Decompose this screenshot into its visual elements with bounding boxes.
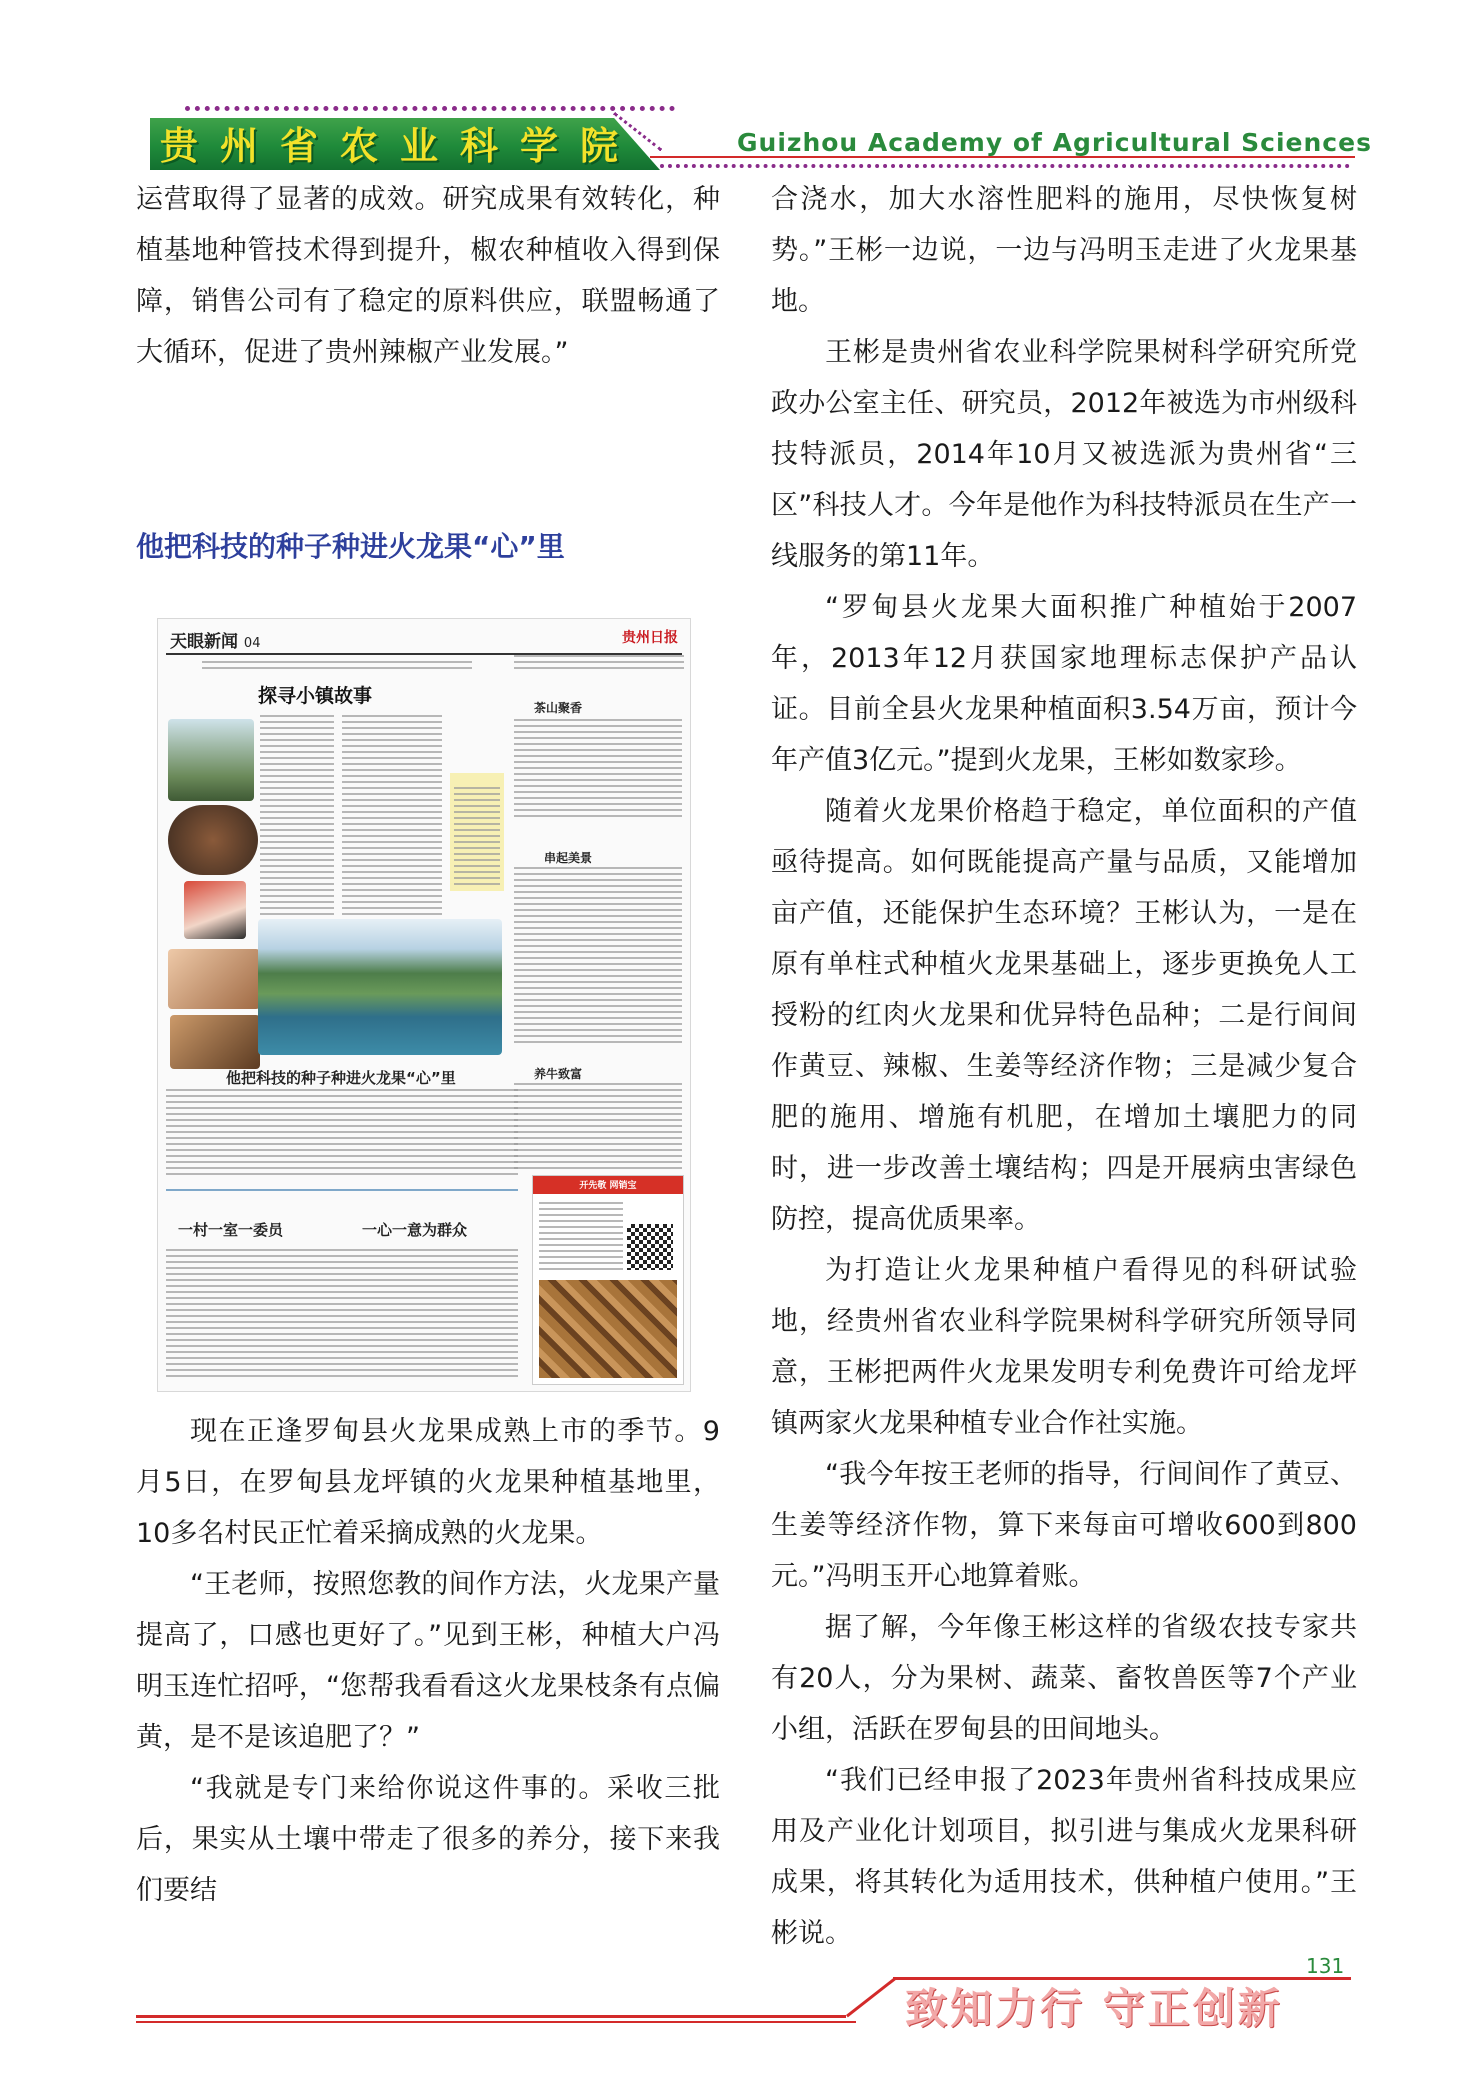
newspaper-photo-craft: [168, 949, 260, 1009]
paragraph: “我今年按王老师的指导，行间间作了黄豆、生姜等经济作物，算下来每亩可增收600到800元。”冯明玉开心地算着账。: [771, 1459, 1357, 1592]
newspaper-text-block: [514, 719, 682, 819]
newspaper-headline: 探寻小镇故事: [258, 685, 373, 707]
newspaper-article-title: 他把科技的种子种进火龙果“心”里: [226, 1069, 456, 1087]
newspaper-text-block: [260, 715, 334, 915]
newspaper-photo-people: [184, 881, 246, 939]
newspaper-brand: 天眼新闻 04: [170, 632, 261, 652]
newspaper-banner-right: 一心一意为群众: [362, 1221, 468, 1239]
header-dotted-rule: [185, 106, 675, 111]
newspaper-ad-text: [539, 1202, 623, 1272]
left-column-bottom: [136, 1406, 720, 1916]
newspaper-clipping-image: [157, 618, 691, 1392]
paragraph: “王老师，按照您教的间作方法，火龙果产量提高了，口感也更好了。”见到王彬，种植大户冯明玉连忙招呼，“您帮我看看这火龙果枝条有点偏黄，是不是该追肥了？”: [136, 1569, 720, 1753]
footer-red-rule-thin: [136, 2021, 856, 2023]
newspaper-text-block: [166, 1089, 518, 1179]
newspaper-subhead: 茶山聚香: [534, 701, 583, 715]
header-title-cn: 贵州省农业科学院: [160, 124, 641, 168]
newspaper-photo-lake: [258, 919, 502, 1055]
footer-slogan: 致知力行 守正创新: [905, 1984, 1283, 2033]
newspaper-divider: [166, 1189, 518, 1191]
paragraph: 随着火龙果价格趋于稳定，单位面积的产值亟待提高。如何既能提高产量与品质，又能增加亩产值，还能保护生态环境？王彬认为，一是在原有单柱式种植火龙果基础上，逐步更换免人工授粉的红肉火龙果和优异特色品种；二是行间间作黄豆、辣椒、生姜等经济作物；三是减少复合肥的施用、增施有机肥，在增加土壤肥力的同时，进一步改善土壤结构；四是开展病虫害绿色防控，提高优质果率。: [771, 796, 1357, 1235]
newspaper-photo-tea: [170, 1015, 260, 1069]
paragraph: 现在正逢罗甸县火龙果成熟上市的季节。9月5日，在罗甸县龙坪镇的火龙果种植基地里，10多名村民正忙着采摘成熟的火龙果。: [136, 1416, 720, 1549]
paragraph: 据了解，今年像王彬这样的省级农技专家共有20人，分为果树、蔬菜、畜牧兽医等7个产业小组，活跃在罗甸县的田间地头。: [771, 1612, 1357, 1745]
paragraph: “我就是专门来给你说这件事的。采收三批后，果实从土壤中带走了很多的养分，接下来我们要结: [136, 1773, 720, 1906]
newspaper-lead-text: [202, 661, 472, 671]
paragraph: “我们已经申报了2023年贵州省科技成果应用及产业化计划项目，拟引进与集成火龙果科研成果，将其转化为适用技术，供种植户使用。”王彬说。: [771, 1765, 1357, 1949]
newspaper-photo-village: [168, 719, 254, 801]
newspaper-logo: 贵州日报: [622, 630, 678, 646]
newspaper-photo-food: [168, 805, 258, 875]
paragraph: 合浇水，加大水溶性肥料的施用，尽快恢复树势。”王彬一边说，一边与冯明玉走进了火龙果基地。: [771, 184, 1357, 317]
header-title-en: Guizhou Academy of Agricultural Sciences: [737, 128, 1372, 157]
paragraph: 为打造让火龙果种植户看得见的科研试验地，经贵州省农业科学院果树科学研究所领导同意，王彬把两件火龙果发明专利免费许可给龙坪镇两家火龙果种植专业合作社实施。: [771, 1255, 1357, 1439]
header-dotted-rule-bottom: [660, 164, 1350, 168]
footer-red-rule: [136, 2015, 846, 2018]
paragraph: 运营取得了显著的成效。研究成果有效转化，种植基地种管技术得到提升，椒农种植收入得到保障，销售公司有了稳定的原料供应，联盟畅通了大循环，促进了贵州辣椒产业发展。”: [136, 184, 720, 368]
newspaper-ad: [532, 1175, 684, 1385]
newspaper-text-block: [454, 787, 500, 885]
newspaper-banner-left: 一村一室一委员: [178, 1221, 284, 1239]
newspaper-text-block: [166, 1249, 518, 1379]
section-title: 他把科技的种子种进火龙果“心”里: [136, 530, 565, 563]
right-column: [771, 174, 1357, 1959]
page-number: 131: [1306, 1954, 1345, 1978]
newspaper-subhead: 串起美景: [544, 851, 593, 865]
paragraph: “罗甸县火龙果大面积推广种植始于2007年，2013年12月获国家地理标志保护产品认证。目前全县火龙果种植面积3.54万亩，预计今年产值3亿元。”提到火龙果，王彬如数家珍。: [771, 592, 1357, 776]
newspaper-text-block: [514, 867, 682, 1047]
left-column-top: [136, 174, 720, 378]
newspaper-text-block: [342, 715, 442, 915]
newspaper-ad-photo: [539, 1280, 677, 1378]
header-red-rule: [650, 156, 1355, 158]
newspaper-masthead: [166, 627, 682, 655]
paragraph: 王彬是贵州省农业科学院果树科学研究所党政办公室主任、研究员，2012年被选为市州级科技特派员，2014年10月又被选派为贵州省“三区”科技人才。今年是他作为科技特派员在生产一线服务的第11年。: [771, 337, 1357, 572]
newspaper-text-block: [514, 1083, 682, 1169]
qr-code-icon: [627, 1224, 673, 1270]
newspaper-subhead: 养牛致富: [534, 1067, 583, 1081]
newspaper-ad-title: 开先敬 网销宝: [579, 1181, 637, 1191]
footer-red-diagonal: [846, 1977, 897, 2018]
newspaper-text-block: [514, 655, 684, 673]
